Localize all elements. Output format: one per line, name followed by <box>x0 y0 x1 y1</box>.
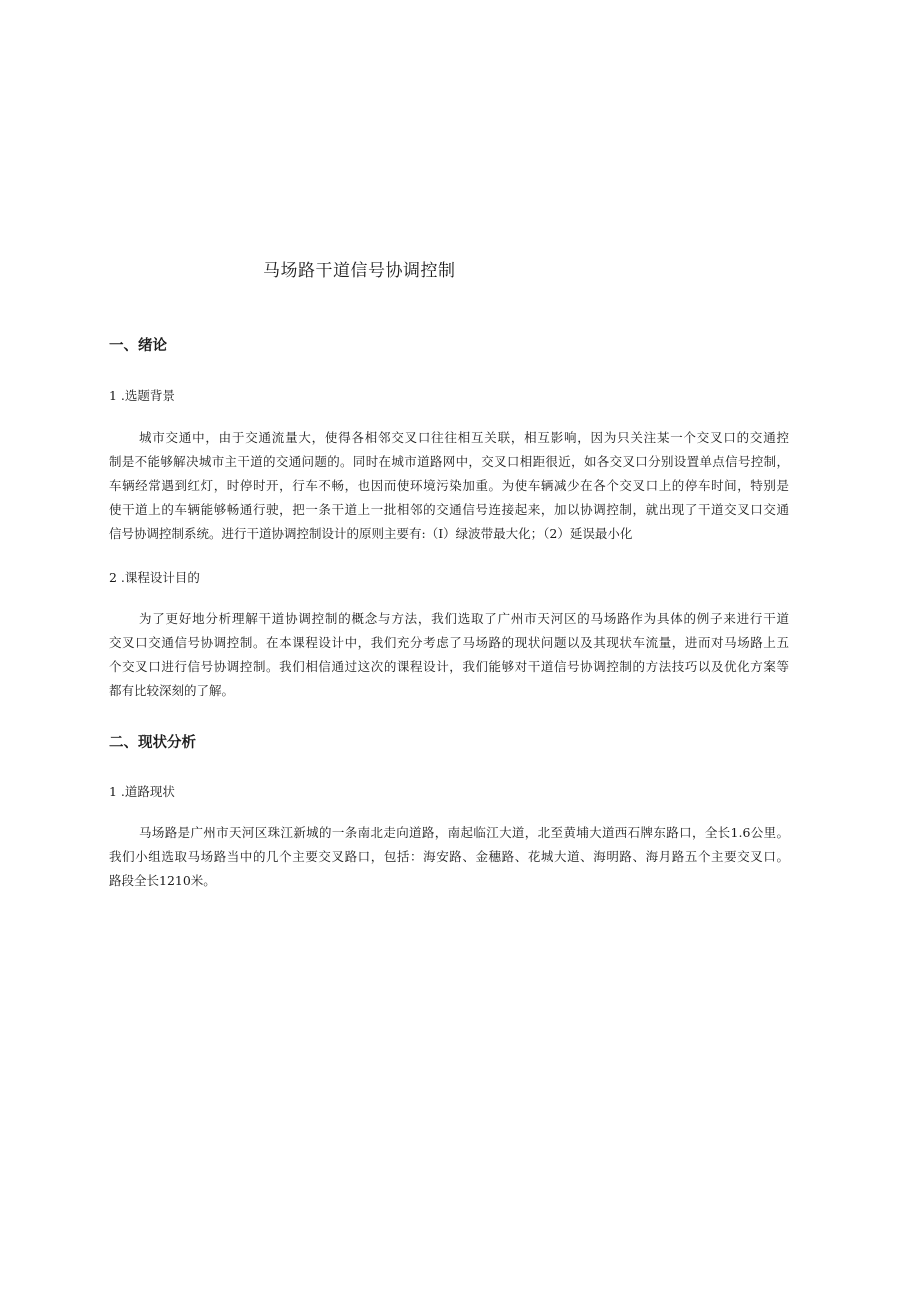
paragraph-line: 为了更好地分析理解干道协调控制的概念与方法，我们选取了广州市天河区的马场路作为具体的例子来进行干道 <box>139 611 789 626</box>
paragraph-line: 信号协调控制系统。进行干道协调控制设计的原则主要有:（I）绿波带最大化；（2）延误最小化 <box>109 526 633 541</box>
paragraph-line: 交叉口交通信号协调控制。在本课程设计中，我们充分考虑了马场路的现状问题以及其现状车流量，进而对马场路上五 <box>109 635 789 650</box>
paragraph-line: 马场路是广州市天河区珠江新城的一条南北走向道路，南起临江大道，北至黄埔大道西石牌东路口，全长1.6公里。 <box>139 825 789 840</box>
paragraph-line: 制是不能够解决城市主干道的交通问题的。同时在城市道路网中，交叉口相距很近，如各交叉口分别设置单点信号控制， <box>109 454 789 469</box>
paragraph-line: 我们小组选取马场路当中的几个主要交叉路口，包括：海安路、金穗路、花城大道、海明路、海月路五个主要交叉口。 <box>109 849 789 864</box>
section-heading-introduction: 一、绪论 <box>109 338 167 354</box>
paragraph-line: 使干道上的车辆能够畅通行驶，把一条干道上一批相邻的交通信号连接起来，加以协调控制，就出现了干道交叉口交通 <box>109 502 789 517</box>
document-title: 马场路干道信号协调控制 <box>263 261 456 281</box>
paragraph-road-status <box>109 821 789 893</box>
paragraph-purpose <box>109 607 789 703</box>
paragraph-line: 都有比较深刻的了解。 <box>109 683 235 698</box>
subsection-heading-road-status: 1 .道路现状 <box>109 784 175 799</box>
subsection-heading-background: 1 .选题背景 <box>109 388 175 403</box>
section-heading-current-analysis: 二、现状分析 <box>109 735 196 751</box>
paragraph-line: 路段全长1210米。 <box>109 873 216 888</box>
paragraph-background <box>109 426 789 546</box>
paragraph-line: 个交叉口进行信号协调控制。我们相信通过这次的课程设计，我们能够对干道信号协调控制的方法技巧以及优化方案等 <box>109 659 789 674</box>
paragraph-line: 车辆经常遇到红灯，时停时开，行车不畅，也因而使环境污染加重。为使车辆减少在各个交叉口上的停车时间，特别是 <box>109 478 789 493</box>
subsection-heading-purpose: 2 .课程设计目的 <box>109 570 200 585</box>
paragraph-line: 城市交通中，由于交通流量大，使得各相邻交叉口往往相互关联，相互影响，因为只关注某一个交叉口的交通控 <box>139 430 789 445</box>
